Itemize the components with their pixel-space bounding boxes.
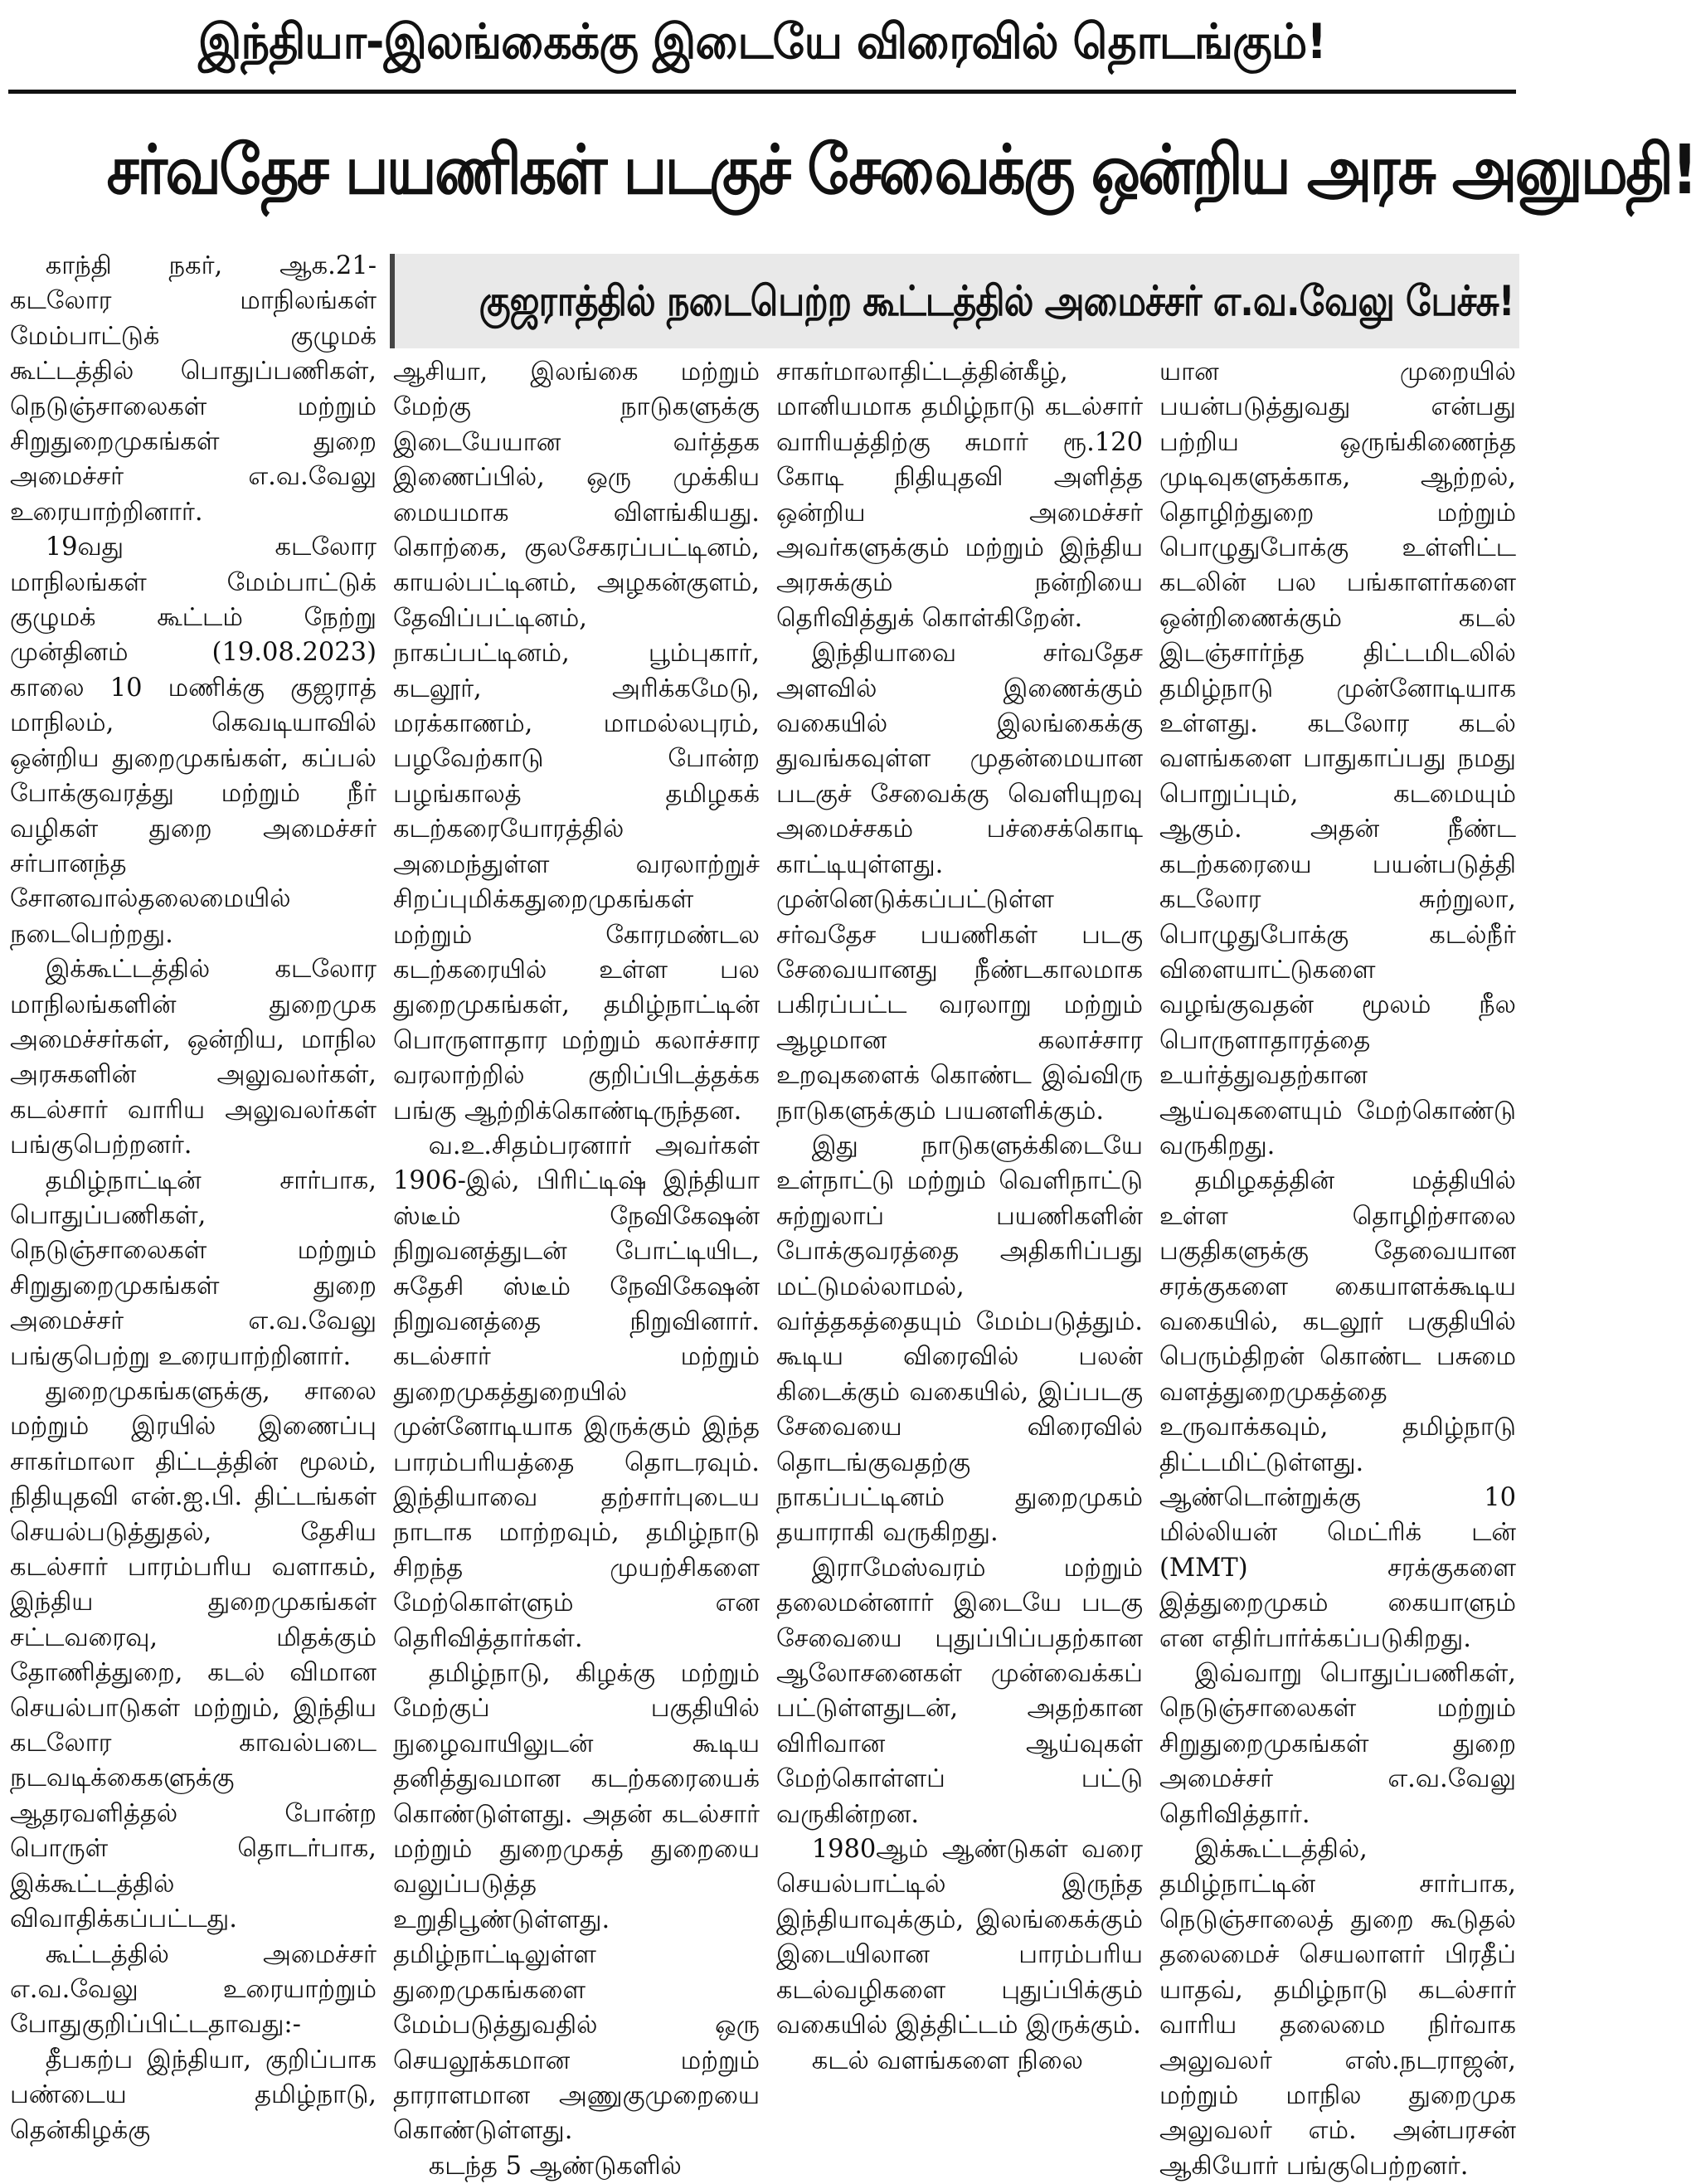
paragraph: கடந்த 5 ஆண்டுகளில் (428, 2151, 682, 2181)
headline-rule (8, 90, 1516, 94)
kicker-headline: இந்தியா-இலங்கைக்கு இடையே விரைவில் தொடங்கும்! (198, 13, 1326, 70)
article-column-1 (10, 249, 377, 2145)
paragraph: வ.உ.சிதம்பரனார் அவர்கள் 1906-இல், பிரிட்டிஷ் இந்தியா ஸ்டீம் நேவிகேஷன் நிறுவனத்துடன் போட்டியிட, சுதேசி ஸ்டீம் நேவிகேஷன் நிறுவனத்தை நிறுவினார். கடல்சார் மற்றும் துறைமுகத்துறையில் முன்னோடியாக இருக்கும் இந்த பாரம்பரியத்தை தொடரவும். இந்தியாவை தற்சார்புடைய நாடாக மாற்றவும், தமிழ்நாடு சிறந்த முயற்சிகளை மேற்கொள்ளும் என தெரிவித்தார்கள். (393, 1131, 760, 1653)
subheadline: குஜராத்தில் நடைபெற்ற கூட்டத்தில் அமைச்சர் எ.வ.வேலு பேச்சு! (479, 277, 1514, 325)
subheadline-box (390, 254, 1519, 348)
paragraph: காந்தி நகர், ஆக.21- கடலோர மாநிலங்கள் மேம்பாட்டுக் குழுமக் கூட்டத்தில் பொதுப்பணிகள், நெடுஞ்சாலைகள் மற்றும் சிறுதுறைமுகங்கள் துறை அமைச்சர் எ.வ.வேலு உரையாற்றினார். (10, 251, 377, 527)
article-column-4 (1159, 355, 1516, 2181)
paragraph: 19வது கடலோர மாநிலங்கள் மேம்பாட்டுக் குழுமக் கூட்டம் நேற்று முன்தினம் (19.08.2023) காலை 10 மணிக்கு குஜராத் மாநிலம், கெவடியாவில் ஒன்றிய துறைமுகங்கள், கப்பல் போக்குவரத்து மற்றும் நீர் வழிகள் துறை அமைச்சர் சர்பானந்த சோனவால்தலைமையில் நடைபெற்றது. (10, 533, 377, 949)
paragraph: கூட்டத்தில் அமைச்சர் எ.வ.வேலு உரையாற்றும் போதுகுறிப்பிட்டதாவது:- (10, 1939, 377, 2040)
paragraph: துறைமுகங்களுக்கு, சாலை மற்றும் இரயில் இணைப்பு சாகர்மாலா திட்டத்தின் மூலம், நிதியுதவி என்.ஐ.பி. திட்டங்கள் செயல்படுத்துதல், தேசிய கடல்சார் பாரம்பரிய வளாகம், இந்திய துறைமுகங்கள் சட்டவரைவு, மிதக்கும் தோணித்துறை, கடல் விமான செயல்பாடுகள் மற்றும், இந்திய கடலோர காவல்படை நடவடிக்கைகளுக்கு ஆதரவளித்தல் போன்ற பொருள் தொடர்பாக, இக்கூட்டத்தில் விவாதிக்கப்பட்டது. (10, 1377, 377, 1934)
paragraph: இவ்வாறு பொதுப்பணிகள், நெடுஞ்சாலைகள் மற்றும் சிறுதுறைமுகங்கள் துறை அமைச்சர் எ.வ.வேலு தெரிவித்தார். (1159, 1659, 1516, 1829)
article-column-2 (393, 355, 760, 2181)
paragraph: தமிழ்நாடு, கிழக்கு மற்றும் மேற்குப் பகுதியில் நுழைவாயிலுடன் கூடிய தனித்துவமான கடற்கரையைக் கொண்டுள்ளது. அதன் கடல்சார் மற்றும் துறைமுகத் துறையை வலுப்படுத்த உறுதிபூண்டுள்ளது. தமிழ்நாட்டிலுள்ள துறைமுகங்களை மேம்படுத்துவதில் ஒரு செயலூக்கமான மற்றும் தாராளமான அணுகுமுறையை கொண்டுள்ளது. (393, 1659, 760, 2146)
paragraph: இக்கூட்டத்தில், தமிழ்நாட்டின் சார்பாக, நெடுஞ்சாலைத் துறை கூடுதல் தலைமைச் செயலாளர் பிரதீப் யாதவ், தமிழ்நாடு கடல்சார் வாரிய தலைமை நிர்வாக அலுவலர் எஸ்.நடராஜன், மற்றும் மாநில துறைமுக அலுவலர் எம். அன்பரசன் ஆகியோர் பங்குபெற்றனர். (1159, 1835, 1516, 2181)
paragraph: சாகர்மாலாதிட்டத்தின்கீழ், மானியமாக தமிழ்நாடு கடல்சார் வாரியத்திற்கு சுமார் ரூ.120 கோடி நிதியுதவி அளித்த ஒன்றிய அமைச்சர் அவர்களுக்கும் மற்றும் இந்திய அரசுக்கும் நன்றியை தெரிவித்துக் கொள்கிறேன். (776, 358, 1143, 633)
article-column-3 (776, 355, 1143, 2077)
main-headline: சர்வதேச பயணிகள் படகுச் சேவைக்கு ஒன்றிய அரசு அனுமதி! (106, 131, 1696, 210)
paragraph: கடல் வளங்களை நிலை (811, 2045, 1083, 2075)
paragraph: ஆசியா, இலங்கை மற்றும் மேற்கு நாடுகளுக்கு இடையேயான வர்த்தக இணைப்பில், ஒரு முக்கிய மையமாக விளங்கியது. கொற்கை, குலசேகரப்பட்டினம், காயல்பட்டினம், அழகன்குளம், தேவிப்பட்டினம், நாகப்பட்டினம், பூம்புகார், கடலூர், அரிக்கமேடு, மரக்காணம், மாமல்லபுரம், பழவேற்காடு போன்ற பழங்காலத் தமிழகக் கடற்கரையோரத்தில் அமைந்துள்ள வரலாற்றுச் சிறப்புமிக்கதுறைமுகங்கள் மற்றும் கோரமண்டல கடற்கரையில் உள்ள பல துறைமுகங்கள், தமிழ்நாட்டின் பொருளாதார மற்றும் கலாச்சார வரலாற்றில் குறிப்பிடத்தக்க பங்கு ஆற்றிக்கொண்டிருந்தன. (393, 358, 760, 1126)
paragraph: 1980ஆம் ஆண்டுகள் வரை செயல்பாட்டில் இருந்த இந்தியாவுக்கும், இலங்கைக்கும் இடையிலான பாரம்பரிய கடல்வழிகளை புதுப்பிக்கும் வகையில் இத்திட்டம் இருக்கும். (776, 1835, 1143, 2041)
paragraph: தீபகற்ப இந்தியா, குறிப்பாக பண்டைய தமிழ்நாடு, தென்கிழக்கு (10, 2045, 377, 2145)
paragraph: இந்தியாவை சர்வதேச அளவில் இணைக்கும் வகையில் இலங்கைக்கு துவங்கவுள்ள முதன்மையான படகுச் சேவைக்கு வெளியுறவு அமைச்சகம் பச்சைக்கொடி காட்டியுள்ளது. முன்னெடுக்கப்பட்டுள்ள சர்வதேச பயணிகள் படகு சேவையானது நீண்டகாலமாக பகிரப்பட்ட வரலாறு மற்றும் ஆழமான கலாச்சார உறவுகளைக் கொண்ட இவ்விரு நாடுகளுக்கும் பயனளிக்கும். (776, 639, 1143, 1126)
paragraph: யான முறையில் பயன்படுத்துவது என்பது பற்றிய ஒருங்கிணைந்த முடிவுகளுக்காக, ஆற்றல், தொழிற்துறை மற்றும் பொழுதுபோக்கு உள்ளிட்ட கடலின் பல பங்காளர்களை ஒன்றிணைக்கும் கடல் இடஞ்சார்ந்த திட்டமிடலில் தமிழ்நாடு முன்னோடியாக உள்ளது. கடலோர கடல் வளங்களை பாதுகாப்பது நமது பொறுப்பும், கடமையும் ஆகும். அதன் நீண்ட கடற்கரையை பயன்படுத்தி கடலோர சுற்றுலா, பொழுதுபோக்கு கடல்நீர் விளையாட்டுகளை வழங்குவதன் மூலம் நீல பொருளாதாரத்தை உயர்த்துவதற்கான ஆய்வுகளையும் மேற்கொண்டு வருகிறது. (1159, 358, 1516, 1160)
paragraph: இராமேஸ்வரம் மற்றும் தலைமன்னார் இடையே படகு சேவையை புதுப்பிப்பதற்கான ஆலோசனைகள் முன்வைக்கப் பட்டுள்ளதுடன், அதற்கான விரிவான ஆய்வுகள் மேற்கொள்ளப் பட்டு வருகின்றன. (776, 1553, 1143, 1829)
paragraph: இது நாடுகளுக்கிடையே உள்நாட்டு மற்றும் வெளிநாட்டு சுற்றுலாப் பயணிகளின் போக்குவரத்தை அதிகரிப்பது மட்டுமல்லாமல், வர்த்தகத்தையும் மேம்படுத்தும். கூடிய விரைவில் பலன் கிடைக்கும் வகையில், இப்படகு சேவையை விரைவில் தொடங்குவதற்கு நாகப்பட்டினம் துறைமுகம் தயாராகி வருகிறது. (776, 1131, 1143, 1548)
paragraph: தமிழ்நாட்டின் சார்பாக, பொதுப்பணிகள், நெடுஞ்சாலைகள் மற்றும் சிறுதுறைமுகங்கள் துறை அமைச்சர் எ.வ.வேலு பங்குபெற்று உரையாற்றினார். (10, 1165, 377, 1371)
paragraph: தமிழகத்தின் மத்தியில் உள்ள தொழிற்சாலை பகுதிகளுக்கு தேவையான சரக்குகளை கையாளக்கூடிய வகையில், கடலூர் பகுதியில் பெரும்திறன் கொண்ட பசுமை வளத்துறைமுகத்தை உருவாக்கவும், தமிழ்நாடு திட்டமிட்டுள்ளது. ஆண்டொன்றுக்கு 10 மில்லியன் மெட்ரிக் டன் (MMT) சரக்குகளை இத்துறைமுகம் கையாளும் என எதிர்பார்க்கப்படுகிறது. (1159, 1166, 1516, 1653)
paragraph: இக்கூட்டத்தில் கடலோர மாநிலங்களின் துறைமுக அமைச்சர்கள், ஒன்றிய, மாநில அரசுகளின் அலுவலர்கள், கடல்சார் வாரிய அலுவலர்கள் பங்குபெற்றனர். (10, 955, 377, 1160)
